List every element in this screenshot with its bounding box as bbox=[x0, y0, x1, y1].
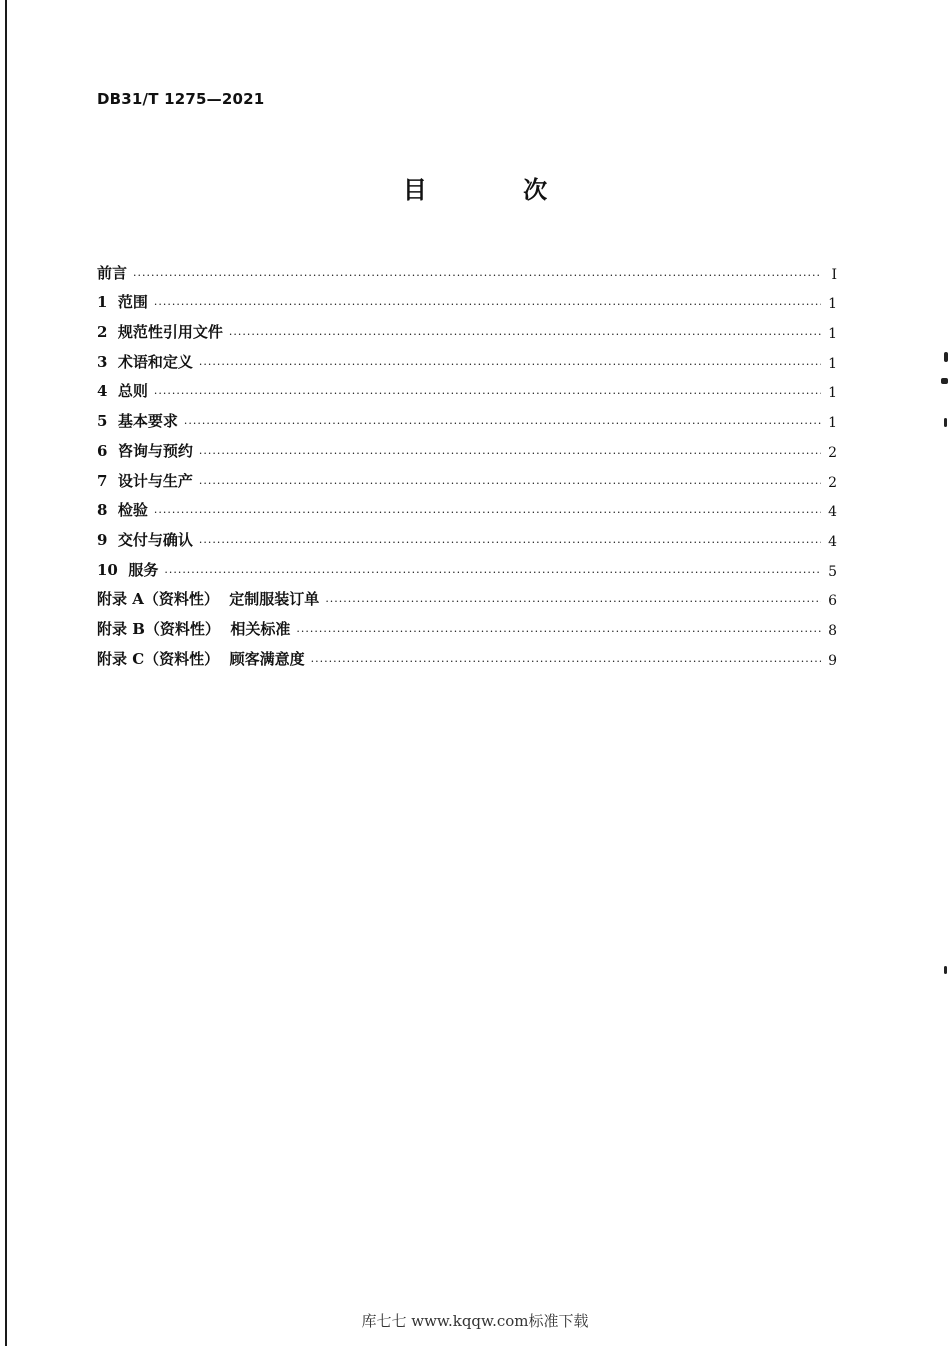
scan-artifact bbox=[944, 352, 948, 362]
toc-entry-page: I bbox=[831, 266, 837, 283]
toc-entry-label: 2 规范性引用文件 bbox=[97, 323, 223, 342]
toc-entry-terms-definitions[interactable] bbox=[97, 342, 837, 372]
toc-entry-page: 1 bbox=[828, 385, 837, 402]
toc-entry-label: 4 总则 bbox=[97, 382, 148, 401]
dot-leader bbox=[199, 535, 821, 550]
dot-leader bbox=[154, 297, 821, 312]
toc-entry-label: 3 术语和定义 bbox=[97, 352, 193, 371]
toc-entry-annex-a[interactable] bbox=[97, 580, 837, 610]
footer-watermark: 库七七 www.kqqw.com标准下载 bbox=[361, 1312, 589, 1330]
toc-entry-label: 附录 C（资料性） 顾客满意度 bbox=[97, 649, 305, 668]
table-of-contents bbox=[97, 253, 837, 669]
toc-entry-page: 1 bbox=[828, 355, 837, 372]
dot-leader bbox=[325, 594, 821, 609]
dot-leader bbox=[199, 476, 821, 491]
toc-entry-page: 6 bbox=[828, 593, 837, 610]
dot-leader bbox=[133, 268, 821, 283]
dot-leader bbox=[154, 505, 821, 520]
toc-entry-label: 8 检验 bbox=[97, 501, 148, 520]
toc-entry-label: 7 设计与生产 bbox=[97, 471, 193, 490]
toc-entry-label: 前言 bbox=[97, 263, 128, 282]
toc-entry-label: 10 服务 bbox=[97, 560, 159, 579]
scan-artifact bbox=[941, 378, 948, 384]
toc-entry-inspection[interactable] bbox=[97, 491, 837, 521]
toc-entry-page: 8 bbox=[828, 622, 837, 639]
toc-entry-page: 4 bbox=[828, 504, 837, 521]
toc-entry-label: 9 交付与确认 bbox=[97, 530, 193, 549]
toc-entry-page: 9 bbox=[828, 652, 837, 669]
toc-entry-page: 1 bbox=[828, 296, 837, 313]
document-code: DB31/T 1275—2021 bbox=[97, 90, 265, 108]
dot-leader bbox=[199, 357, 821, 372]
toc-entry-annex-b[interactable] bbox=[97, 609, 837, 639]
toc-entry-page: 2 bbox=[828, 474, 837, 491]
toc-entry-service[interactable] bbox=[97, 550, 837, 580]
toc-entry-delivery[interactable] bbox=[97, 520, 837, 550]
toc-entry-design-production[interactable] bbox=[97, 461, 837, 491]
toc-entry-consultation[interactable] bbox=[97, 431, 837, 461]
dot-leader bbox=[184, 416, 821, 431]
toc-entry-general[interactable] bbox=[97, 372, 837, 402]
toc-entry-label: 5 基本要求 bbox=[97, 412, 178, 431]
toc-entry-page: 1 bbox=[828, 415, 837, 432]
dot-leader bbox=[164, 565, 821, 580]
toc-entry-page: 4 bbox=[828, 533, 837, 550]
toc-entry-page: 5 bbox=[828, 563, 837, 580]
dot-leader bbox=[311, 654, 821, 669]
scan-artifact bbox=[944, 966, 947, 974]
toc-entry-label: 附录 B（资料性） 相关标准 bbox=[97, 619, 291, 638]
scan-artifact bbox=[944, 418, 947, 427]
dot-leader bbox=[229, 327, 821, 342]
toc-entry-annex-c[interactable] bbox=[97, 639, 837, 669]
toc-entry-basic-requirements[interactable] bbox=[97, 401, 837, 431]
toc-entry-label: 1 范围 bbox=[97, 293, 148, 312]
toc-entry-foreword[interactable] bbox=[97, 253, 837, 283]
toc-entry-scope[interactable] bbox=[97, 283, 837, 313]
toc-entry-page: 2 bbox=[828, 444, 837, 461]
toc-entry-label: 附录 A（资料性） 定制服装订单 bbox=[97, 590, 320, 609]
dot-leader bbox=[154, 386, 821, 401]
page-title: 目 次 bbox=[402, 175, 592, 204]
dot-leader bbox=[199, 446, 821, 461]
toc-entry-page: 1 bbox=[828, 326, 837, 343]
dot-leader bbox=[296, 624, 821, 639]
toc-entry-label: 6 咨询与预约 bbox=[97, 441, 193, 460]
toc-entry-normative-references[interactable] bbox=[97, 312, 837, 342]
